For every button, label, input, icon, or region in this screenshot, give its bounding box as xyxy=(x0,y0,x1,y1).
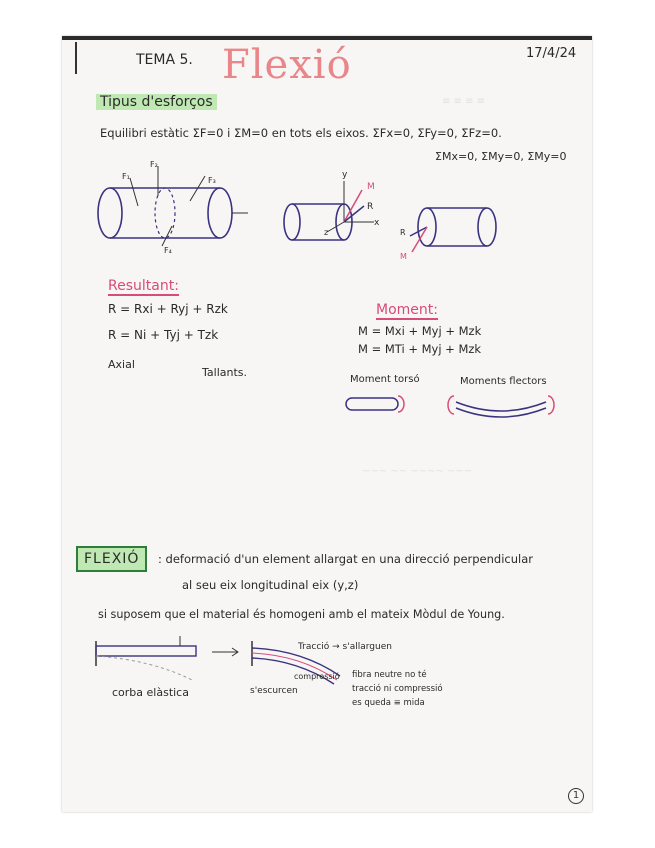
page-top-edge xyxy=(62,36,592,40)
force-label-f4: F₄ xyxy=(164,246,172,255)
axis-label-x: x xyxy=(374,218,380,228)
force-label-f1: F₁ xyxy=(122,172,130,181)
moment-heading: Moment: xyxy=(376,302,438,318)
resultant-eq2: R = Ni + Tyj + Tzk xyxy=(108,328,219,342)
axis-label-y: y xyxy=(342,170,348,180)
flexio-label-box: FLEXIÓ xyxy=(76,546,147,572)
equilibri-moments: ΣMx=0, ΣMy=0, ΣMy=0 xyxy=(435,150,567,163)
force-label-f2: F₂ xyxy=(150,160,158,169)
moments-flectors-label: Moments flectors xyxy=(460,376,547,387)
moment-label-2: M xyxy=(400,252,407,261)
axial-label: Axial xyxy=(108,358,135,371)
moment-sketches xyxy=(346,392,566,422)
resultant-label: R xyxy=(367,202,374,212)
compressio-label: compressió xyxy=(294,672,340,681)
escurcen-label: s'escurcen xyxy=(250,686,298,696)
cylinder-forces-diagram xyxy=(90,166,250,256)
axis-label-z: z xyxy=(324,228,329,237)
resultant-eq1: R = Rxi + Ryj + Rzk xyxy=(108,302,228,316)
flexio-definition-2: al seu eix longitudinal eix (y,z) xyxy=(182,578,359,592)
fibra-neutre-label-3: es queda ≡ mida xyxy=(352,698,425,708)
equilibri-text: Equilibri estàtic ΣF=0 i ΣM=0 en tots els eixos. ΣFx=0, ΣFy=0, ΣFz=0. xyxy=(100,126,502,140)
traccio-label: Tracció → s'allarguen xyxy=(298,642,392,652)
cylinder-axes-diagram xyxy=(282,176,392,256)
margin-mark xyxy=(75,42,77,74)
bleed-through-text: ≡ ≡ ≡ ≡ xyxy=(442,96,486,107)
page-number: 1 xyxy=(568,788,584,804)
section-heading-tipus: Tipus d'esforços xyxy=(96,94,217,110)
moment-eq2: M = MTi + Myj + Mzk xyxy=(358,342,482,356)
force-label-f3: F₃ xyxy=(208,176,216,185)
page-title: Flexió xyxy=(222,42,352,88)
flexio-definition-1: : deformació d'un element allargat en una direcció perpendicular xyxy=(158,552,533,566)
date: 17/4/24 xyxy=(526,46,577,61)
tallants-label: Tallants. xyxy=(202,366,248,379)
flexio-definition-3: si suposem que el material és homogeni amb el mateix Mòdul de Young. xyxy=(98,608,505,621)
fibra-neutre-label-2: tracció ni compressió xyxy=(352,684,443,694)
bleed-through-text: ~~~ ~~ ~~~~ ~~~ xyxy=(362,466,473,477)
resultant-label-2: R xyxy=(400,228,406,237)
moment-eq1: M = Mxi + Myj + Mzk xyxy=(358,324,482,338)
corba-elastica-label: corba elàstica xyxy=(112,686,189,699)
moment-torsor-label: Moment torsó xyxy=(350,374,420,385)
tema-label: TEMA 5. xyxy=(136,52,193,68)
moment-label: M xyxy=(367,182,375,192)
resultant-heading: Resultant: xyxy=(108,278,179,294)
cylinder-section-diagram xyxy=(402,196,512,266)
notebook-page xyxy=(62,36,592,812)
fibra-neutre-label-1: fibra neutre no té xyxy=(352,670,427,680)
